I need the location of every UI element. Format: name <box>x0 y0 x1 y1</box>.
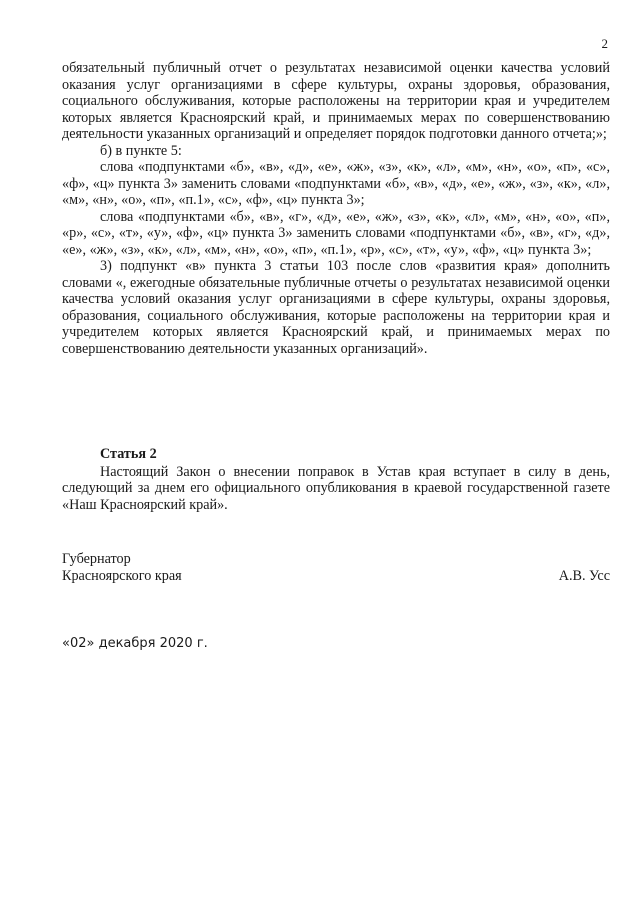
paragraph-item-b: б) в пункте 5: <box>100 142 182 159</box>
paragraph-replacement-2: слова «подпунктами «б», «в», «г», «д», «е», «ж», «з», «к», «л», «м», «н», «о», «п», «р», «с», «т», «у», «ф», «ц» пункта 3» заменить словами «подпунктами «б», «в», «г», «д», «е», «ж», «з», «к», «л», «м», «н», «о», «п», «п.1», «р», «с», «т», «у», «ф», «ц» пункта 3»; <box>62 208 610 258</box>
article-title: Статья 2 <box>100 446 157 462</box>
document-body <box>62 60 610 357</box>
page-number: 2 <box>601 36 608 51</box>
article-text: Настоящий Закон о внесении поправок в Устав края вступает в силу в день, следующий за днем его официального опубликования в краевой государственной газете «Наш Красноярский край». <box>62 463 610 513</box>
signature-block <box>62 551 610 585</box>
document-date: «02» декабря 2020 г. <box>62 636 208 651</box>
paragraph-item-3: 3) подпункт «в» пункта 3 статьи 103 после слов «развития края» дополнить словами «, ежегодные обязательные публичные отчеты о результатах независимой оценки качества условий оказания услуг организациями в сфере культуры, охраны здоровья, образования, социального обслуживания, которые расположены на территории края и учредителем которых является Красноярский край, и принимаемых мерах по совершенствованию деятельности указанных организаций». <box>62 258 610 357</box>
paragraph-replacement-1: слова «подпунктами «б», «в», «д», «е», «ж», «з», «к», «л», «м», «н», «о», «п», «с», «ф», «ц» пункта 3» заменить словами «подпунктами «б», «в», «д», «е», «ж», «з», «к», «л», «м», «н», «о», «п», «п.1», «с», «ф», «ц» пункта 3»; <box>62 159 610 208</box>
article-2 <box>62 446 610 513</box>
signatory-name: А.В. Усс <box>558 568 610 584</box>
signatory-position: Губернатор <box>62 551 131 567</box>
signatory-region: Красноярского края <box>62 568 182 584</box>
paragraph-continuation: обязательный публичный отчет о результатах независимой оценки качества условий оказания услуг организациями в сфере культуры, охраны здоровья, образования, социального обслуживания, которые расположены на территории края и учредителем которых является Красноярский край, и принимаемых мерах по совершенствованию деятельности указанных организаций и определяет порядок подготовки данного отчета;»; <box>62 60 610 142</box>
